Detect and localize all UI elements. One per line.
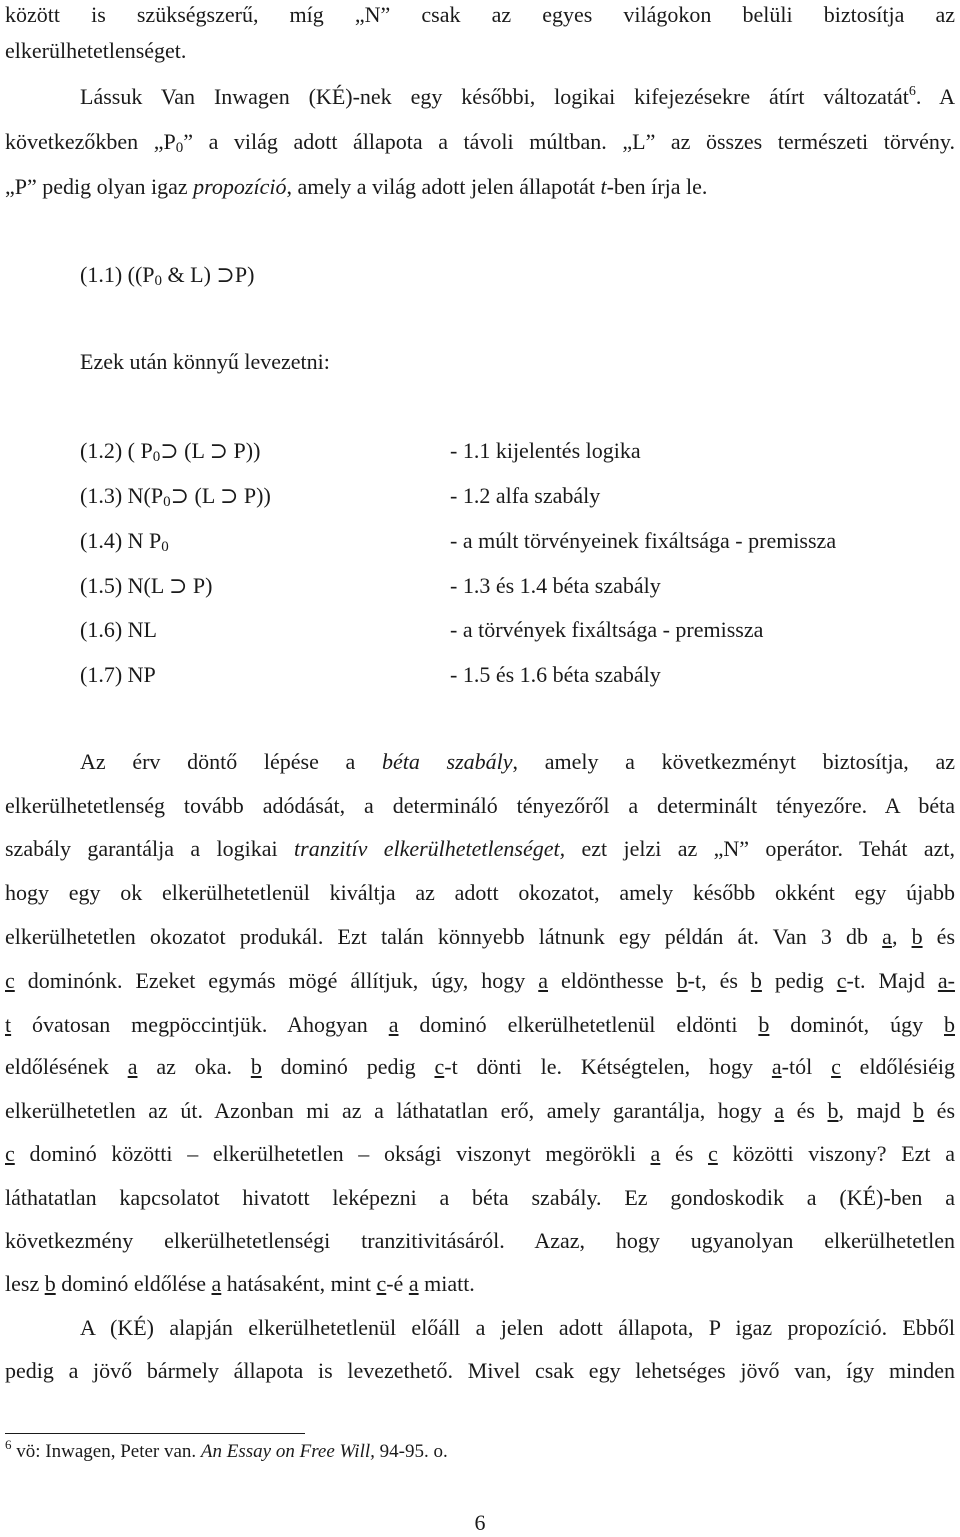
text: 94-95. o. — [374, 1441, 448, 1462]
body-line — [80, 1313, 955, 1343]
step — [80, 615, 157, 645]
text: & L) ⊃P) — [162, 262, 255, 287]
text: (1.3) N(P — [80, 483, 164, 508]
body-line — [5, 878, 955, 908]
emphasis: tranzitív elkerülhetetlenséget, — [294, 836, 566, 861]
underlined: c — [836, 968, 847, 993]
body-line — [5, 1356, 955, 1386]
body-line — [5, 1269, 955, 1299]
page-number: 6 — [474, 1510, 486, 1535]
step — [80, 571, 212, 601]
text: eldönthesse — [548, 968, 677, 993]
underlined: a — [127, 1054, 138, 1079]
text: dominó közötti – elkerülhetetlen – oksági viszonyt megörökli — [14, 1141, 651, 1166]
body-line — [5, 1052, 955, 1082]
text: (1.4) N P — [80, 528, 162, 553]
text: ezt jelzi az „N” operátor. Tehát azt, — [565, 836, 955, 861]
underlined: b — [911, 924, 923, 949]
subscript: 0 — [161, 539, 169, 555]
underlined: a — [211, 1271, 222, 1296]
text: az oka. — [137, 1054, 251, 1079]
text: , — [891, 924, 912, 949]
text: Lássuk Van Inwagen (KÉ)-nek egy későbbi, logikai kifejezésekre átírt változatát — [80, 84, 909, 109]
justification: - 1.3 és 1.4 béta szabály — [450, 573, 661, 598]
body-line — [5, 127, 955, 157]
body-line — [5, 966, 955, 996]
subscript: 0 — [175, 140, 184, 156]
underlined: b — [676, 968, 688, 993]
step — [80, 436, 260, 466]
emphasis: An Essay on Free Will, — [200, 1441, 375, 1462]
text: (1.5) N(L ⊃ P) — [80, 573, 213, 598]
body-line — [5, 1010, 955, 1040]
text: eldőlésének — [5, 1054, 128, 1079]
justification: - 1.1 kijelentés logika — [450, 438, 641, 463]
text: és — [922, 924, 956, 949]
text: Ezek után könnyű levezetni: — [80, 349, 330, 374]
text: szabály garantálja a logikai — [5, 836, 295, 861]
underlined: a — [538, 968, 549, 993]
underlined: a — [882, 924, 892, 949]
underlined: c — [708, 1141, 718, 1166]
underlined: c — [434, 1054, 445, 1079]
text: , majd — [838, 1098, 914, 1123]
underlined: b — [913, 1098, 925, 1123]
text: -tól — [781, 1054, 832, 1079]
text: , amely a világ adott jelen állapotát — [286, 174, 601, 199]
text: és — [660, 1141, 709, 1166]
underlined: a — [388, 1012, 399, 1037]
text: eldőlésiéig — [840, 1054, 955, 1079]
text: elkerülhetetlen az út. Azonban mi az a láthatatlan erő, amely garantálja, hogy — [5, 1098, 775, 1123]
underlined: c — [831, 1054, 841, 1079]
text: láthatatlan kapcsolatot hivatott leképezni a béta szabály. Ez gondoskodik a (KÉ)-ben a — [5, 1185, 955, 1210]
text: következőkben „P — [5, 129, 176, 154]
body-line — [5, 791, 955, 821]
text: elkerülhetetlen okozatot produkál. Ezt talán könnyebb látnunk egy példán át. Van 3 db — [5, 924, 883, 949]
text: közötti viszony? Ezt a — [717, 1141, 955, 1166]
text: (1.6) NL — [80, 617, 157, 642]
body-line — [80, 82, 955, 112]
body-line — [5, 172, 955, 202]
text: hatásaként, mint — [221, 1271, 377, 1296]
text: dominó pedig — [261, 1054, 435, 1079]
underlined: a- — [937, 968, 955, 993]
text: pedig a jövő bármely állapota is levezethető. Mivel csak egy lehetséges jövő van, így minden — [5, 1358, 955, 1383]
underlined: b — [944, 1012, 955, 1037]
underlined: b — [758, 1012, 770, 1037]
text: hogy egy ok elkerülhetetlenül kiváltja az adott okozatot, amely később okként egy újabb — [5, 880, 955, 905]
text: miatt. — [418, 1271, 475, 1296]
text: (1.1) ((P — [80, 262, 155, 287]
text: ⊃ (L ⊃ P)) — [170, 483, 271, 508]
text: vö: Inwagen, Peter van. — [11, 1441, 201, 1462]
text: ⊃ (L ⊃ P)) — [160, 438, 261, 463]
text: (1.2) ( P — [80, 438, 153, 463]
body-line — [5, 1183, 955, 1213]
body-line — [5, 1226, 955, 1256]
body-line — [5, 1096, 955, 1126]
text: pedig — [761, 968, 837, 993]
text: dominót, úgy — [769, 1012, 944, 1037]
underlined: b — [827, 1098, 839, 1123]
text: dominó eldőlése — [55, 1271, 212, 1296]
text: A (KÉ) alapján elkerülhetetlenül előáll a jelen adott állapota, P igaz propozíció. Ebből — [80, 1315, 955, 1340]
text: -é — [386, 1271, 409, 1296]
body-line — [5, 1139, 955, 1169]
text: elkerülhetetlenséget. — [5, 38, 187, 63]
underlined: a — [408, 1271, 419, 1296]
text: , amely a következményt biztosítja, az — [512, 749, 955, 774]
text: . A — [915, 84, 955, 109]
subscript: 0 — [154, 273, 163, 289]
text: lesz — [5, 1271, 45, 1296]
text: Az érv döntő lépése a — [80, 749, 382, 774]
underlined: b — [750, 968, 762, 993]
text: következmény elkerülhetetlenségi tranzitivitásáról. Azaz, hogy ugyanolyan elkerülhetetlen — [5, 1228, 955, 1253]
emphasis: t — [600, 174, 607, 199]
underlined: c — [5, 968, 15, 993]
body-line — [5, 922, 955, 952]
underlined: a — [650, 1141, 661, 1166]
text: (1.7) NP — [80, 662, 156, 687]
justification: - 1.5 és 1.6 béta szabály — [450, 662, 661, 687]
emphasis: béta szabály — [381, 749, 513, 774]
justification: - a törvények fixáltsága - premissza — [450, 617, 764, 642]
underlined: b — [250, 1054, 262, 1079]
body-line — [5, 834, 955, 864]
text: elkerülhetetlenség tovább adódását, a determináló tényezőről a determinált tényezőre. A béta — [5, 793, 955, 818]
formula — [80, 260, 955, 290]
emphasis: propozíció — [193, 174, 287, 199]
footnote-number: 6 — [5, 1437, 12, 1452]
text: -ben írja le. — [606, 174, 708, 199]
underlined: t — [5, 1012, 12, 1037]
subscript: 0 — [152, 449, 161, 465]
footnote — [5, 1439, 448, 1465]
footnote-ref: 6 — [908, 84, 916, 99]
text: és — [924, 1098, 955, 1123]
text: -t. Majd — [846, 968, 938, 993]
body-line — [80, 747, 955, 777]
text: ” a világ adott állapota a távoli múltban. „L” az összes természeti törvény. — [183, 129, 956, 154]
justification: - 1.2 alfa szabály — [450, 483, 601, 508]
body-line — [5, 0, 955, 30]
step — [80, 481, 271, 511]
text: dominónk. Ezeket egymás mögé állítjuk, úgy, hogy — [14, 968, 539, 993]
text: dominó elkerülhetetlenül eldönti — [398, 1012, 759, 1037]
body-line — [5, 36, 955, 66]
underlined: b — [44, 1271, 56, 1296]
underlined: a — [774, 1098, 785, 1123]
footnote-separator — [5, 1433, 305, 1434]
underlined: a — [771, 1054, 782, 1079]
subscript: 0 — [163, 494, 171, 510]
text: -t dönti le. Kétségtelen, hogy — [444, 1054, 772, 1079]
step — [80, 526, 169, 556]
justification: - a múlt törvényeinek fixáltsága - premissza — [450, 528, 837, 553]
underlined: c — [5, 1141, 15, 1166]
text: -t, és — [687, 968, 751, 993]
lead-text — [80, 347, 955, 377]
text: között is szükségszerű, míg „N” csak az egyes világokon belüli biztosítja az — [5, 2, 955, 27]
step — [80, 660, 156, 690]
text: óvatosan megpöccintjük. Ahogyan — [11, 1012, 389, 1037]
text: és — [784, 1098, 828, 1123]
text: „P” pedig olyan igaz — [5, 174, 194, 199]
underlined: c — [376, 1271, 387, 1296]
